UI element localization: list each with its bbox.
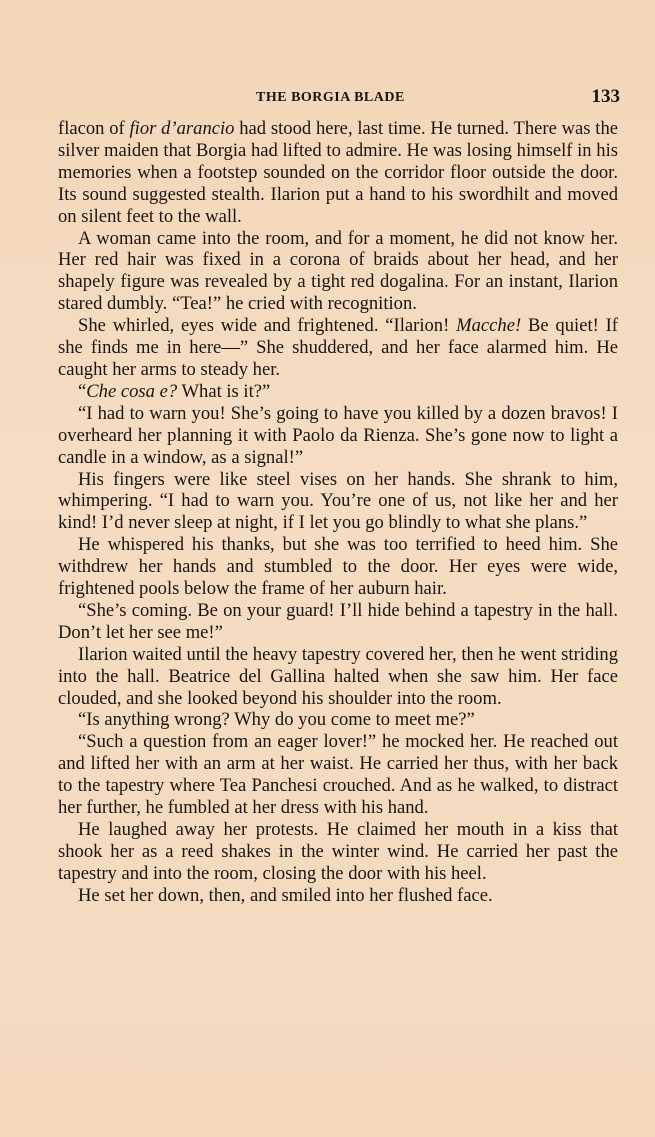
page-number: 133	[591, 86, 620, 107]
page-header	[60, 86, 620, 112]
text-run: “I had to warn you! She’s going to have you killed by a dozen bravos! I overheard her planning it with Paolo da Rienza. She’s gone now to light a candle in a window, as a signal!”	[58, 402, 618, 468]
text-run: “	[78, 380, 87, 402]
text-run: “Is anything wrong? Why do you come to meet me?”	[78, 709, 475, 731]
text-run: Be quiet! If she finds me in here—” She shuddered, and her face alarmed him. He caught her arms to steady her.	[58, 315, 618, 380]
text-run: Ilarion waited until the heavy tapestry covered her, then he went striding into the hall. Beatrice del Gallina halted when she saw him. Her face clouded, and she looked beyond his shoulder into the room.	[58, 643, 618, 709]
italic-text: fior d’arancio	[129, 118, 235, 139]
text-run: “She’s coming. Be on your guard! I’ll hide behind a tapestry in the hall. Don’t let her see me!”	[58, 599, 618, 643]
paragraph	[58, 228, 618, 316]
running-title: THE BORGIA BLADE	[256, 90, 405, 105]
paragraph	[58, 469, 618, 535]
paragraph	[58, 600, 618, 644]
italic-text: Che cosa e?	[86, 380, 178, 402]
text-run: He laughed away her protests. He claimed her mouth in a kiss that shook her as a reed shakes in the winter wind. He carried her past the tapestry and into the room, closing the door with his heel.	[58, 819, 618, 884]
body-text	[58, 118, 618, 907]
paragraph	[58, 118, 618, 228]
text-run: flacon of	[58, 118, 130, 139]
paragraph	[58, 315, 618, 381]
paragraph	[58, 644, 618, 710]
text-run: He whispered his thanks, but she was too terrified to heed him. She withdrew her hands and stumbled to the door. Her eyes were wide, frightened pools below the frame of her auburn hair.	[58, 534, 618, 600]
text-run: had stood here, last time. He turned. There was the silver maiden that Borgia had lifted to admire. He was losing himself in his memories when a footstep sounded on the corridor floor outside the door. Its sound suggested stealth. Ilarion put a hand to his swordhilt and moved on silent feet to the wall.	[58, 118, 618, 227]
paragraph	[58, 534, 618, 600]
text-run: “Such a question from an eager lover!” he mocked her. He reached out and lifted her with an arm at her waist. He carried her thus, with her back to the tapestry where Tea Panchesi crouched. And as he walked, to distract her further, he fumbled at her dress with his hand.	[58, 731, 618, 819]
text-run: His fingers were like steel vises on her hands. She shrank to him, whimpering. “I had to warn you. You’re one of us, not like her and her kind! I’d never sleep at night, if I let you go blindly to what she plans.”	[58, 468, 618, 534]
paragraph	[58, 819, 618, 885]
paragraph	[58, 709, 618, 731]
text-run: What is it?”	[177, 380, 271, 402]
paragraph	[58, 885, 618, 907]
text-run: A woman came into the room, and for a moment, he did not know her. Her red hair was fixed in a corona of braids about her head, and her shapely figure was revealed by a tight red dogalina. For an instant, Ilarion stared dumbly. “Tea!” he cried with recognition.	[58, 227, 618, 315]
paragraph	[58, 403, 618, 469]
paragraph	[58, 381, 618, 403]
text-run: She whirled, eyes wide and frightened. “Ilarion!	[78, 315, 457, 337]
paragraph	[58, 731, 618, 819]
text-run: He set her down, then, and smiled into her flushed face.	[78, 884, 493, 906]
italic-text: Macche!	[456, 315, 522, 337]
